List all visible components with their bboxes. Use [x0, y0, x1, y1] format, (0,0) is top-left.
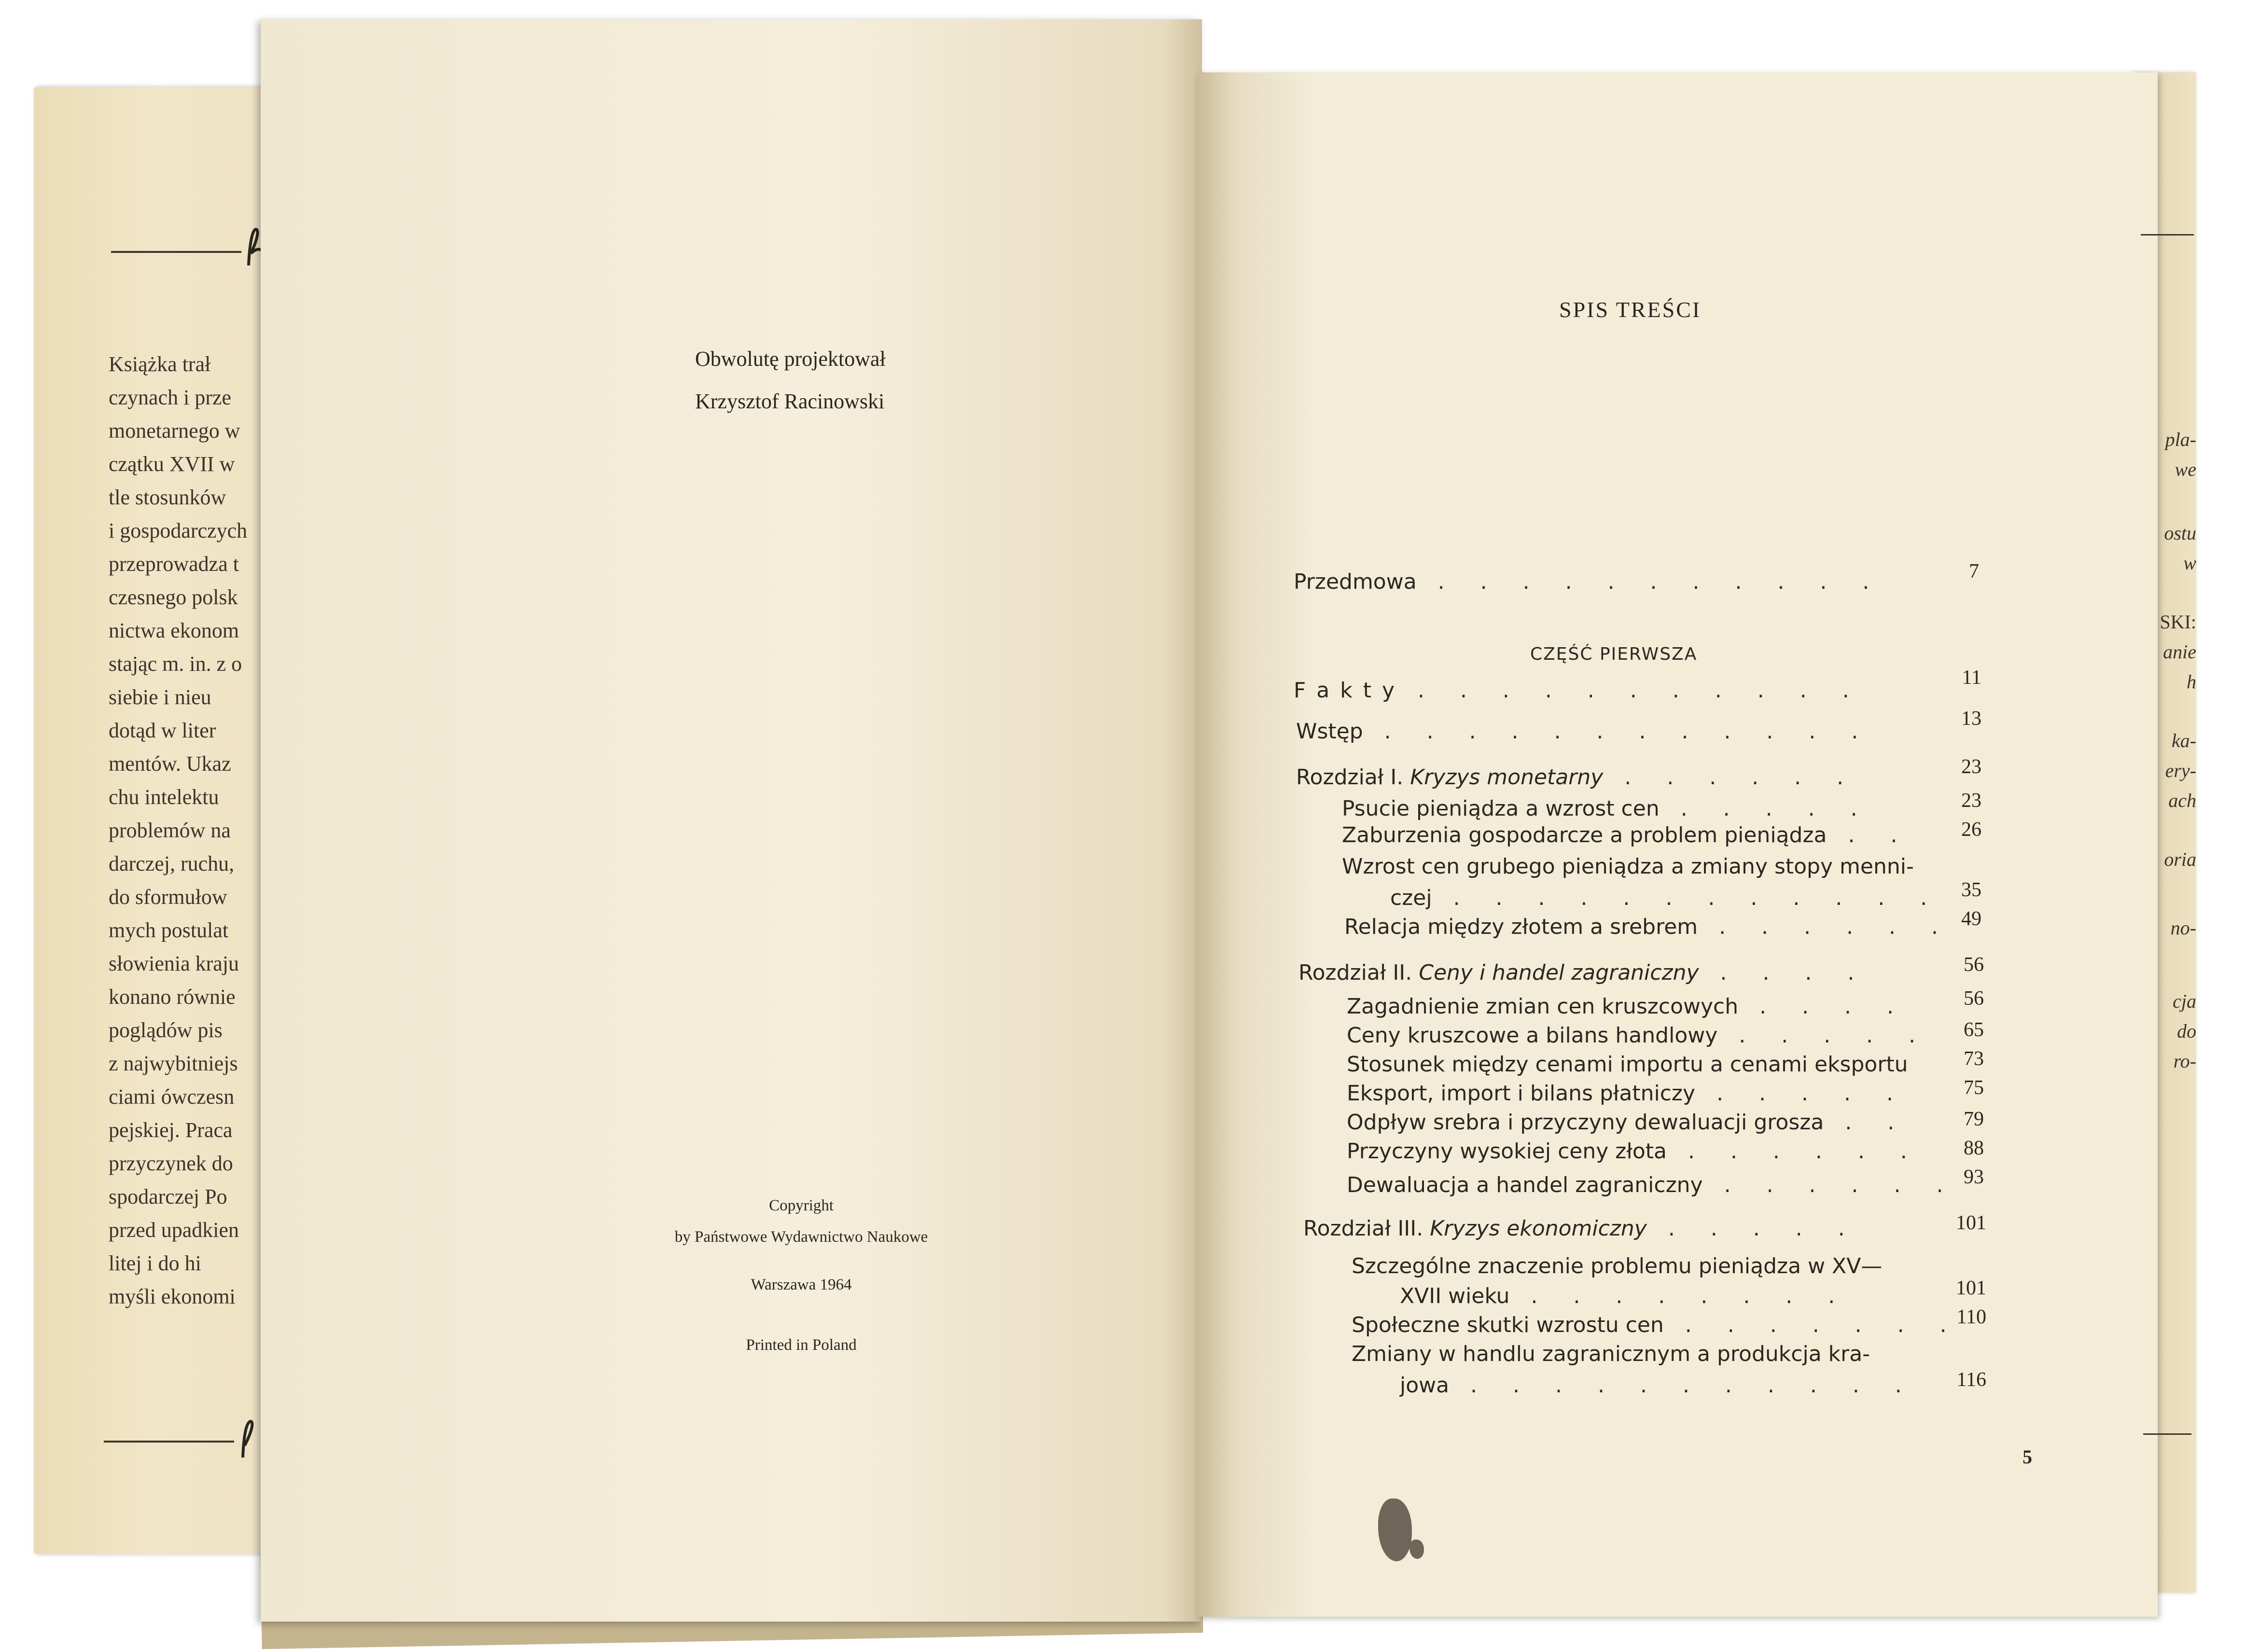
jacket-line: konano równie — [109, 985, 236, 1009]
credit-line: Obwolutę projektował — [695, 347, 886, 371]
toc-entry: Zaburzenia gospodarcze a problem pieniądza . . — [1342, 823, 1912, 847]
toc-entry: Rozdział III. Kryzys ekonomiczny . . . . . — [1303, 1216, 1859, 1241]
toc-entry: Przedmowa . . . . . . . . . . . — [1294, 569, 1884, 594]
toc-entry: Psucie pieniądza a wzrost cen . . . . . — [1342, 796, 1872, 821]
jacket-line: słowienia kraju — [109, 952, 239, 975]
credit-name: Krzysztof Racinowski — [695, 389, 885, 413]
jacket-line: z najwybitniejs — [109, 1052, 238, 1075]
toc-page-number: 65 — [1964, 1019, 1984, 1041]
toc-label: Przyczyny wysokiej ceny złota — [1347, 1139, 1667, 1164]
jacket-line: przeprowadza t — [109, 552, 239, 576]
jacket-line: przed upadkien — [109, 1218, 239, 1242]
toc-page-number: 79 — [1964, 1108, 1984, 1130]
toc-entry-continued: jowa . . . . . . . . . . . — [1400, 1373, 1916, 1398]
jacket-line: pejskiej. Praca — [109, 1118, 233, 1142]
jacket-line: dotąd w liter — [109, 719, 216, 742]
jacket-line: myśli ekonomi — [109, 1285, 236, 1308]
toc-label: Psucie pieniądza a wzrost cen — [1342, 796, 1660, 821]
left-page — [261, 19, 1202, 1622]
toc-page-number: 11 — [1962, 666, 1981, 689]
toc-page-number: 35 — [1961, 879, 1981, 901]
jacket-line: mych postulat — [109, 918, 229, 942]
toc-entry: Społeczne skutki wzrostu cen . . . . . . . — [1352, 1313, 1961, 1337]
jacket-blurb — [109, 347, 263, 1313]
jacket-line: siebie i nieu — [109, 685, 211, 709]
jacket-fragment: we — [2175, 458, 2196, 480]
toc-chapter-prefix: Rozdział II. — [1298, 960, 1412, 985]
toc-label: jowa — [1400, 1373, 1450, 1398]
place-year: Warszawa 1964 — [751, 1276, 852, 1293]
toc-page-number: 88 — [1964, 1137, 1984, 1159]
imprint-block — [613, 1197, 990, 1354]
jacket-fragment: cja — [2173, 990, 2196, 1012]
jacket-fragment: do — [2177, 1020, 2196, 1042]
toc-label: Kryzys monetarny — [1410, 765, 1604, 790]
part-heading: CZĘŚĆ PIERWSZA — [1530, 644, 1698, 664]
toc-page-number: 13 — [1961, 708, 1981, 730]
toc-entry: F a k t y . . . . . . . . . . . — [1294, 678, 1864, 703]
toc-label: Ceny i handel zagraniczny — [1419, 960, 1699, 985]
toc-entry: Ceny kruszcowe a bilans handlowy . . . . . — [1347, 1023, 1930, 1048]
toc-entry: Odpływ srebra i przyczyny dewaluacji grosza . . — [1347, 1110, 1909, 1135]
jacket-line: litej i do hi — [109, 1251, 201, 1275]
toc-entry — [1352, 1342, 1870, 1366]
toc-entry: Relacja między złotem a srebrem . . . . . . — [1344, 915, 1953, 939]
jacket-line: poglądów pis — [109, 1018, 223, 1042]
toc-heading: SPIS TREŚCI — [1559, 297, 1702, 322]
cover-designer-credit — [695, 338, 917, 423]
jacket-right-top-rule — [2141, 234, 2194, 236]
toc-entry: Rozdział II. Ceny i handel zagraniczny . . . . — [1298, 960, 1869, 985]
toc-page-number: 116 — [1956, 1369, 1986, 1391]
toc-entry: Eksport, import i bilans płatniczy . . . . . — [1347, 1081, 1908, 1106]
jacket-line: czesnego polsk — [109, 585, 238, 609]
jacket-fragment: ro- — [2173, 1050, 2196, 1072]
toc-page-number: 73 — [1964, 1048, 1984, 1070]
jacket-fragment: ery- — [2165, 760, 2196, 781]
copyright-label: Copyright — [769, 1197, 834, 1214]
jacket-top-rule — [111, 251, 241, 253]
jacket-line: czątku XVII w — [109, 452, 235, 476]
jacket-right-text — [2143, 425, 2196, 1076]
jacket-fragment: w — [2183, 552, 2196, 574]
jacket-line: do sformułow — [109, 885, 227, 909]
toc-label: Dewaluacja a handel zagraniczny — [1347, 1173, 1703, 1197]
toc-page-number: 26 — [1961, 819, 1981, 841]
printed-in: Printed in Poland — [746, 1336, 857, 1354]
toc-label: Społeczne skutki wzrostu cen — [1352, 1313, 1664, 1337]
toc-page-number: 101 — [1956, 1212, 1986, 1234]
toc-entry — [1352, 1254, 1882, 1278]
jacket-line: przyczynek do — [109, 1152, 233, 1175]
jacket-fragment: ka- — [2171, 730, 2196, 751]
jacket-line: mentów. Ukaz — [109, 752, 231, 776]
jacket-bottom-rule — [104, 1441, 234, 1443]
toc-label: XVII wieku — [1400, 1284, 1510, 1308]
toc-label: Zagadnienie zmian cen kruszcowych — [1347, 994, 1739, 1019]
jacket-line: ciami ówczesn — [109, 1085, 235, 1109]
jacket-handwritten-mark-bottom — [239, 1416, 258, 1460]
toc-label: Zaburzenia gospodarcze a problem pieniądza — [1342, 823, 1827, 847]
toc-chapter-prefix: Rozdział III. — [1303, 1216, 1423, 1241]
publisher-name: by Państwowe Wydawnictwo Naukowe — [674, 1228, 928, 1246]
toc-entry — [1347, 1052, 1908, 1077]
toc-page-number: 75 — [1964, 1077, 1984, 1099]
toc-entry-continued: XVII wieku . . . . . . . . — [1400, 1284, 1850, 1308]
jacket-fragment: SKI: — [2160, 611, 2196, 633]
jacket-fragment: anie — [2163, 641, 2196, 663]
jacket-right-bottom-rule — [2143, 1433, 2191, 1435]
jacket-fragment: pla- — [2165, 429, 2196, 450]
toc-label: Zmiany w handlu zagranicznym a produkcja kra- — [1352, 1342, 1870, 1366]
toc-page-number: 7 — [1969, 560, 1979, 583]
toc-page-number: 93 — [1964, 1166, 1984, 1188]
jacket-line: czynach i prze — [109, 386, 232, 409]
jacket-line: darczej, ruchu, — [109, 852, 235, 875]
toc-label: Przedmowa — [1294, 569, 1417, 594]
toc-page-number: 101 — [1956, 1277, 1986, 1299]
toc-label: Ceny kruszcowe a bilans handlowy — [1347, 1023, 1718, 1048]
jacket-line: stając m. in. z o — [109, 652, 242, 676]
toc-label: Stosunek między cenami importu a cenami eksportu — [1347, 1052, 1908, 1077]
jacket-line: nictwa ekonom — [109, 619, 239, 642]
jacket-fragment: oria — [2164, 848, 2196, 870]
jacket-line: i gospodarczych — [109, 519, 248, 542]
toc-label: Wzrost cen grubego pieniądza a zmiany stopy menni- — [1342, 854, 1914, 879]
toc-page-number: 56 — [1964, 987, 1984, 1010]
toc-page-number: 110 — [1956, 1306, 1986, 1328]
toc-label: Eksport, import i bilans płatniczy — [1347, 1081, 1696, 1106]
toc-page-number: 23 — [1961, 790, 1981, 812]
jacket-fragment: h — [2187, 671, 2196, 693]
toc-entry: Rozdział I. Kryzys monetarny . . . . . . — [1296, 765, 1858, 790]
jacket-line: problemów na — [109, 819, 231, 842]
jacket-fragment: ach — [2168, 790, 2196, 811]
jacket-line: Książka trał — [109, 352, 211, 376]
toc-label: Kryzys ekonomiczny — [1430, 1216, 1647, 1241]
toc-page-number: 56 — [1964, 954, 1984, 976]
jacket-line: chu intelektu — [109, 785, 219, 809]
jacket-line: spodarczej Po — [109, 1185, 227, 1208]
toc-label: Odpływ srebra i przyczyny dewaluacji grosza — [1347, 1110, 1824, 1135]
toc-label: Wstęp — [1296, 719, 1363, 744]
toc-entry: Przyczyny wysokiej ceny złota . . . . . . — [1347, 1139, 1922, 1164]
toc-label: F a k t y — [1294, 678, 1396, 703]
jacket-line: tle stosunków — [109, 486, 226, 509]
toc-label: czej — [1390, 886, 1432, 910]
toc-entry — [1342, 854, 1914, 879]
jacket-line: monetarnego w — [109, 419, 240, 443]
jacket-fragment: no- — [2170, 917, 2196, 939]
toc-page-number: 49 — [1961, 908, 1981, 930]
jacket-fragment: ostu — [2164, 522, 2196, 544]
toc-chapter-prefix: Rozdział I. — [1296, 765, 1404, 790]
page-stain — [1409, 1540, 1424, 1559]
toc-entry: Zagadnienie zmian cen kruszcowych . . . . — [1347, 994, 1909, 1019]
toc-entry: Dewaluacja a handel zagraniczny . . . . . . — [1347, 1173, 1958, 1197]
toc-label: Relacja między złotem a srebrem — [1344, 915, 1698, 939]
toc-entry-continued: czej . . . . . . . . . . . . — [1390, 886, 1942, 910]
page-number: 5 — [2023, 1446, 2032, 1468]
toc-entry: Wstęp . . . . . . . . . . . . — [1296, 719, 1873, 744]
toc-label: Szczególne znaczenie problemu pieniądza w XV— — [1352, 1254, 1883, 1278]
toc-page-number: 23 — [1961, 756, 1981, 778]
